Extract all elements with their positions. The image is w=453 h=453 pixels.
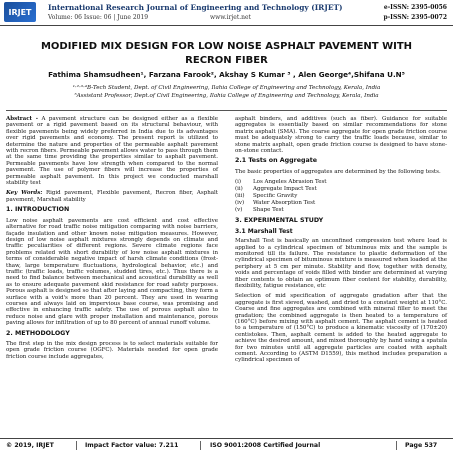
list-item (235, 207, 447, 213)
footer-separator (200, 441, 201, 450)
aggregate-tests-list (235, 179, 447, 213)
affiliation-professor: ⁵Assistant Professor, Dept.of Civil Engineering, Ilahia College of Engineering and Technology, Kerala, India (74, 93, 379, 99)
marshall-test-heading: 3.1 Marshall Test (235, 227, 293, 235)
list-item (235, 186, 447, 192)
list-item (235, 193, 447, 199)
volume-issue: Volume: 06 Issue: 06 | June 2019 (48, 14, 149, 21)
right-column (235, 116, 447, 368)
title-divider (6, 110, 447, 111)
list-item-label: Specific Gravity (253, 193, 298, 200)
page-footer (0, 438, 453, 453)
list-item-label: Water Absorption Test (253, 199, 316, 206)
list-item-number: (ii) (235, 186, 243, 193)
list-item-number: (i) (235, 179, 242, 186)
list-item-number: (iv) (235, 199, 245, 206)
author-list: Fathima Shamsudheen¹, Farzana Farook², Akshay S Kumar ³ , Alen George⁴,Shifana U.N⁵ (48, 70, 405, 79)
footer-separator (396, 441, 397, 450)
abstract-text: A pavement structure can be designed either as a flexible pavement or a rigid pavement based on its structural behaviour, with flexible pavements being widely preferred in India due to its advantages over rigid pavements and economy. The present report is utilized to determine the nature and properties of the permeable asphalt pavement with recron fibers. Permeable pavement allows water to pass through them at the same time providing the properties similar to asphalt pavement. Permeable pavements have low strength when compared to the normal pavement. The use of polymer fibers will increase the properties of permeable asphalt pavement. In this project we conducted marshall stability test (6, 116, 218, 187)
footer-copyright: © 2019, IRJET (6, 442, 54, 449)
aggregate-tests-intro: The basic properties of aggregates are determined by the following tests. (235, 168, 441, 175)
keywords-label: Key Words: (6, 190, 43, 197)
irjet-logo: IRJET (4, 2, 36, 22)
experimental-study-heading: 3. EXPERIMENTAL STUDY (235, 217, 324, 225)
list-item-number: (v) (235, 206, 243, 213)
footer-page-number: Page 537 (405, 442, 438, 449)
marshall-text-1: Marshall Test is basically an unconfined compression test where load is applied to a cylindrical specimen of bituminous mix and the sample is monitored till its failure. The resistance to plastic deformation of the cylindrical specimen of bituminous mixture is measured when loaded at the periphery at 5 cm per minute. Stability and flow, together with density, voids and percentage of voids filled with binder are determined at varying fiber contents to obtain an optimum fiber content for stability, durability, flexibility, fatigue resistance, etc (235, 238, 447, 289)
eissn: e-ISSN: 2395-0056 (383, 4, 447, 11)
footer-impact-factor: Impact Factor value: 7.211 (85, 442, 179, 449)
journal-name: International Research Journal of Engineering and Technology (IRJET) (48, 3, 343, 12)
paper-title: MODIFIED MIX DESIGN FOR LOW NOISE ASPHALT PAVEMENT WITH RECRON FIBER (40, 41, 413, 66)
abstract-paragraph (6, 116, 218, 186)
list-item-label: Shape Test (253, 206, 284, 213)
list-item (235, 179, 447, 185)
footer-separator (76, 441, 77, 450)
continued-text: asphalt binders, and additives (such as fiber). Guidance for suitable aggregates is essentially based on similar recommendations for stone matrix asphalt (SMA). The coarse aggregate for open grade friction course must be adequately strong to carry the traffic loads because, similar to stone matrix asphalt, open grade friction course is designed to have stone-on-stone contact. (235, 116, 447, 155)
introduction-heading: 1. INTRODUCTION (6, 206, 70, 214)
journal-website[interactable]: www.irjet.net (210, 14, 251, 21)
aggregate-tests-heading: 2.1 Tests on Aggregate (235, 157, 318, 165)
keywords-text: Rigid pavement, Flexible pavement, Recron fiber, Asphalt pavement, Marshall stability (6, 190, 218, 203)
affiliation-students: ¹·²·³·⁴B-Tech Student, Dept. of Civil Engineering, Ilahia College of Engineering and Technology, Kerala, India (72, 85, 381, 91)
keywords-paragraph (6, 190, 218, 203)
journal-volume (48, 14, 348, 21)
introduction-text: Low noise asphalt pavements are cost efficient and cost effective alternative for road traffic noise mitigation comparing with noise barriers, façade insulation and other known noise mitigation measures. However, design of low noise asphalt mixtures strongly depends on climate and traffic peculiarities of different regions. Severe climate regions face problems related with short durability of low noise asphalt mixtures in terms of considerable negative impact of harsh climate conditions (frost-thaw, large temperature fluctuations, hydrological behavior, etc.) and traffic (traffic loads, traffic volumes, studded tires, etc.). Thus there is a need to find balance between mechanical and acoustical durability as well as to ensure adequate pavement skid resistance for road safety purposes. Porous asphalt is designed so that after laying and compacting, they form a surface with a void's more than 20 percent. They are used in wearing courses and always laid on impervious base course, was promising and effective in enhancing traffic safety. The use of porous asphalt also to reduce noise and glare with proper installation and maintenance, porous paving allows for infiltration of up to 80 percent of annual runoff volume. (6, 217, 218, 327)
list-item (235, 200, 447, 206)
marshall-text-2: Selection of mid specification of aggregate gradation after that the aggregate is first sieved, washed, and dried to a constant weight at 110°C. Coarse and fine aggregates are combined with mineral filler to meet the gradation; the combined aggregate is then heated to a temperature of (160°C) before mixing with asphalt cement. The asphalt cement is heated to a temperature of (150°C) to produce a kinematic viscosity of (170±20) centistokes. Then, asphalt cement is added to the heated aggregate to achieve the desired amount, and mixed thoroughly by hand using a spatula for two minutes until all aggregate particles are coated with asphalt cement. According to (ASTM D1559), this method includes preparation a cylindrical specimen of (235, 293, 447, 364)
abstract-label: Abstract - (6, 116, 38, 122)
list-item-label: Aggregate Impact Test (253, 186, 317, 193)
pissn: p-ISSN: 2395-0072 (383, 14, 447, 21)
journal-header (0, 0, 453, 26)
list-item-number: (iii) (235, 193, 245, 200)
left-column (6, 116, 218, 364)
list-item-label: Los Angeles Abrasion Test (253, 179, 327, 186)
footer-iso: ISO 9001:2008 Certified Journal (210, 442, 321, 449)
methodology-text: The first step in the mix design process is to select materials suitable for open grade friction course (OGFC). Materials needed for open grade friction course include aggregates, (6, 341, 218, 360)
methodology-heading: 2. METHODOLOGY (6, 329, 70, 337)
